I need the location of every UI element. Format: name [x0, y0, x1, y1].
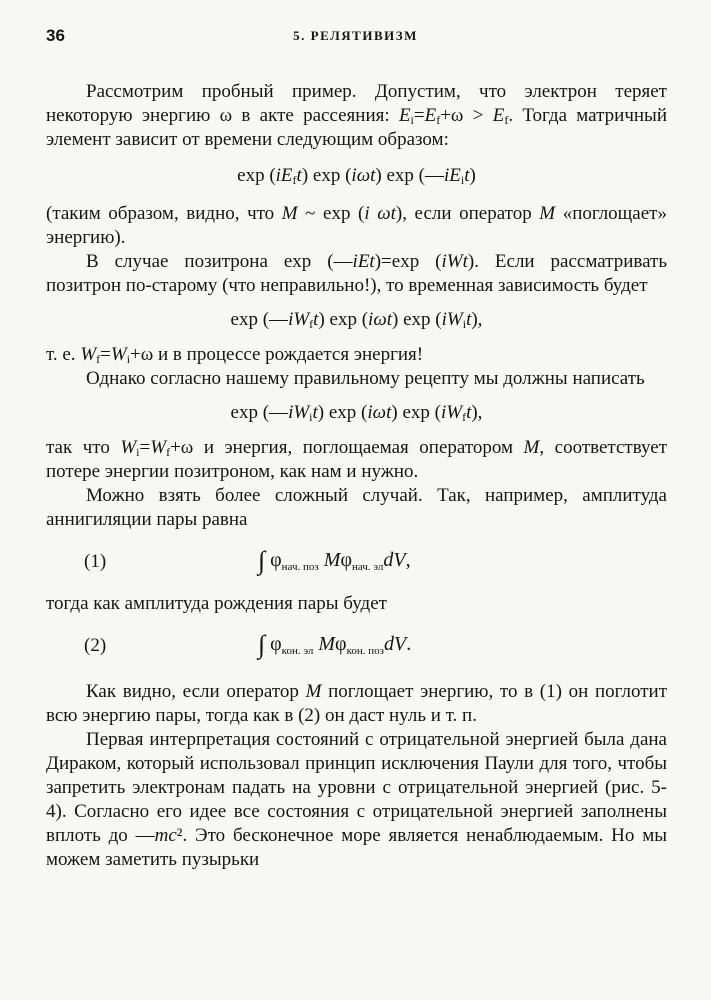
- paragraph-9: Как видно, если оператор M поглощает энергию, то в (1) он поглотит всю энергию пары, тогда как в (2) он даст нуль и т. п.: [46, 681, 667, 726]
- formula-positron-correct: $\exp (—iW_it)$ exp (iωt) $\exp (iW_ft)$,: [230, 402, 483, 424]
- formula-positron-old: $\exp (—iW_ft)$ exp (iωt) $\exp (iW_it)$,: [230, 309, 483, 331]
- formula-electron-time: $\exp (iE_ft)$ exp (iωt) $\exp (—iE_it)$: [237, 165, 476, 187]
- equation-2: [46, 628, 667, 662]
- equation-2-label: (2): [84, 635, 107, 656]
- paragraph-4: т. е. $W_f=W_i+\omega$ и в процессе рождается энергия!: [46, 344, 424, 366]
- equation-2-integral: ∫ $\varphi_{кон. эл}$ $M\varphi_{кон. поз}dV$.: [258, 630, 412, 659]
- paragraph-8: тогда как амплитуда рождения пары будет: [46, 593, 387, 614]
- page-number: 36: [46, 26, 65, 45]
- page-header: [46, 26, 665, 52]
- running-title: 5. РЕЛЯТИВИЗМ: [293, 28, 418, 43]
- paragraph-2: (таким образом, видно, что M ~ exp (i ωt), если оператор M «поглощает» энергию).: [46, 203, 667, 248]
- paragraph-3: В случае позитрона exp (—iEt)=exp (iWt). Если рассматривать позитрон по-старому (что неправильно!), то временная зависимость будет: [46, 251, 668, 296]
- paragraph-6: так что $W_i=W_f+\omega$ и энергия, поглощаемая оператором M, соответствует потере энергии позитроном, как нам и нужно.: [46, 437, 667, 482]
- equation-1: [46, 544, 667, 578]
- paragraph-10: Первая интерпретация состояний с отрицательной энергией была дана Дираком, который использовал принцип исключения Паули для того, чтобы запретить электронам падать на уровни с отрицательной энергией (рис. 5-4). Согласно его идее все состояния с отрицательной энергией заполнены вплоть до —mc². Это бесконечное море является ненаблюдаемым. Но мы можем заметить пузырьки: [46, 729, 667, 870]
- equation-1-integral: ∫ $\varphi_{нач. поз}$ $M\varphi_{нач. эл}dV$,: [258, 546, 411, 575]
- paragraph-5: Однако согласно нашему правильному рецепту мы должны написать: [86, 368, 645, 389]
- page-body: [46, 80, 667, 872]
- paragraph-7: Можно взять более сложный случай. Так, например, амплитуда аннигиляции пары равна: [46, 485, 667, 530]
- equation-1-label: (1): [84, 551, 107, 572]
- paragraph-1: Рассмотрим пробный пример. Допустим, что электрон теряет некоторую энергию ω в акте рассеяния: $E_i=E_f+\omega > E_f$. Тогда матричный элемент зависит от времени следующим образом:: [46, 81, 667, 150]
